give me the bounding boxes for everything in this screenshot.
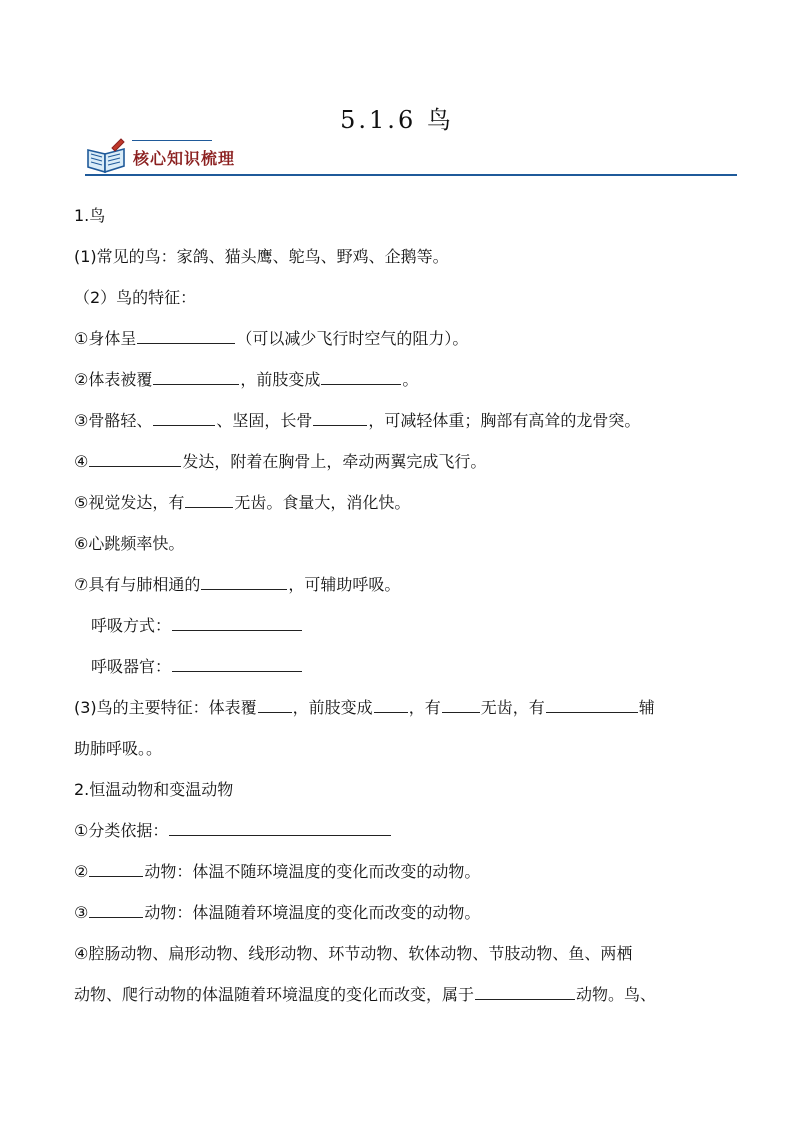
text: ，前肢变成 [292, 698, 373, 717]
line-20 [74, 974, 734, 1015]
line-11 [74, 605, 734, 646]
text: 动物、爬行动物的体温随着环境温度的变化而改变，属于 [74, 985, 475, 1004]
answer-blank[interactable] [137, 321, 235, 344]
line-12 [74, 646, 734, 687]
answer-blank[interactable] [475, 977, 575, 1000]
text: ⑦具有与肺相通的 [74, 575, 201, 594]
worksheet-body [74, 195, 734, 1015]
header-rule [85, 174, 737, 176]
line-15: 2.恒温动物和变温动物 [74, 780, 234, 799]
line-18 [74, 892, 734, 933]
header-deco-line [132, 140, 212, 141]
answer-blank[interactable] [153, 362, 239, 385]
answer-blank[interactable] [442, 690, 480, 713]
text: 无齿，有 [480, 698, 545, 717]
line-14: 助肺呼吸。。 [74, 739, 163, 758]
text: ①分类依据： [74, 821, 169, 840]
line-9: ⑥心跳频率快。 [74, 534, 185, 553]
line-19: ④腔肠动物、扁形动物、线形动物、环节动物、软体动物、节肢动物、鱼、两栖 [74, 944, 633, 963]
line-10 [74, 564, 734, 605]
text: (3)鸟的主要特征：体表覆 [74, 698, 257, 717]
text: 辅 [638, 698, 655, 717]
answer-blank[interactable] [172, 608, 302, 631]
line-17 [74, 851, 734, 892]
answer-blank[interactable] [153, 403, 215, 426]
line-3: （2）鸟的特征： [74, 288, 197, 307]
answer-blank[interactable] [89, 895, 143, 918]
text: ①身体呈 [74, 329, 137, 348]
text: 。 [402, 370, 419, 389]
text: ③ [74, 903, 89, 922]
text: ，可辅助呼吸。 [288, 575, 401, 594]
text: 呼吸方式： [91, 616, 172, 635]
text: 无齿。食量大，消化快。 [234, 493, 411, 512]
line-16 [74, 810, 734, 851]
text: ③骨骼轻、 [74, 411, 153, 430]
text: 动物：体温随着环境温度的变化而改变的动物。 [144, 903, 481, 922]
answer-blank[interactable] [546, 690, 638, 713]
answer-blank[interactable] [172, 649, 302, 672]
line-4 [74, 318, 734, 359]
text: （可以减少飞行时空气的阻力）。 [236, 329, 469, 348]
text: 呼吸器官： [91, 657, 172, 676]
text: 动物。鸟、 [576, 985, 657, 1004]
text: ④ [74, 452, 89, 471]
text: ②体表被覆 [74, 370, 153, 389]
line-8 [74, 482, 734, 523]
answer-blank[interactable] [185, 485, 233, 508]
text: ⑤视觉发达，有 [74, 493, 185, 512]
book-icon [85, 136, 129, 176]
text: ，可减轻体重；胸部有高耸的龙骨突。 [368, 411, 641, 430]
answer-blank[interactable] [89, 444, 181, 467]
text: 发达，附着在胸骨上，牵动两翼完成飞行。 [182, 452, 487, 471]
section-header [85, 136, 737, 180]
text: 动物：体温不随环境温度的变化而改变的动物。 [144, 862, 481, 881]
text: ，有 [408, 698, 441, 717]
text: 、坚固，长骨 [216, 411, 313, 430]
answer-blank[interactable] [89, 854, 143, 877]
answer-blank[interactable] [169, 813, 391, 836]
text: ② [74, 862, 89, 881]
answer-blank[interactable] [321, 362, 401, 385]
text: ，前肢变成 [240, 370, 321, 389]
line-6 [74, 400, 734, 441]
line-1: 1.鸟 [74, 206, 106, 225]
answer-blank[interactable] [258, 690, 292, 713]
line-2: (1)常见的鸟：家鸽、猫头鹰、鸵鸟、野鸡、企鹅等。 [74, 247, 449, 266]
line-5 [74, 359, 734, 400]
line-7 [74, 441, 734, 482]
page-title: 5.1.6 鸟 [340, 106, 454, 134]
section-heading: 核心知识梳理 [133, 149, 236, 168]
answer-blank[interactable] [201, 567, 287, 590]
answer-blank[interactable] [374, 690, 408, 713]
line-13 [74, 687, 734, 728]
answer-blank[interactable] [313, 403, 367, 426]
